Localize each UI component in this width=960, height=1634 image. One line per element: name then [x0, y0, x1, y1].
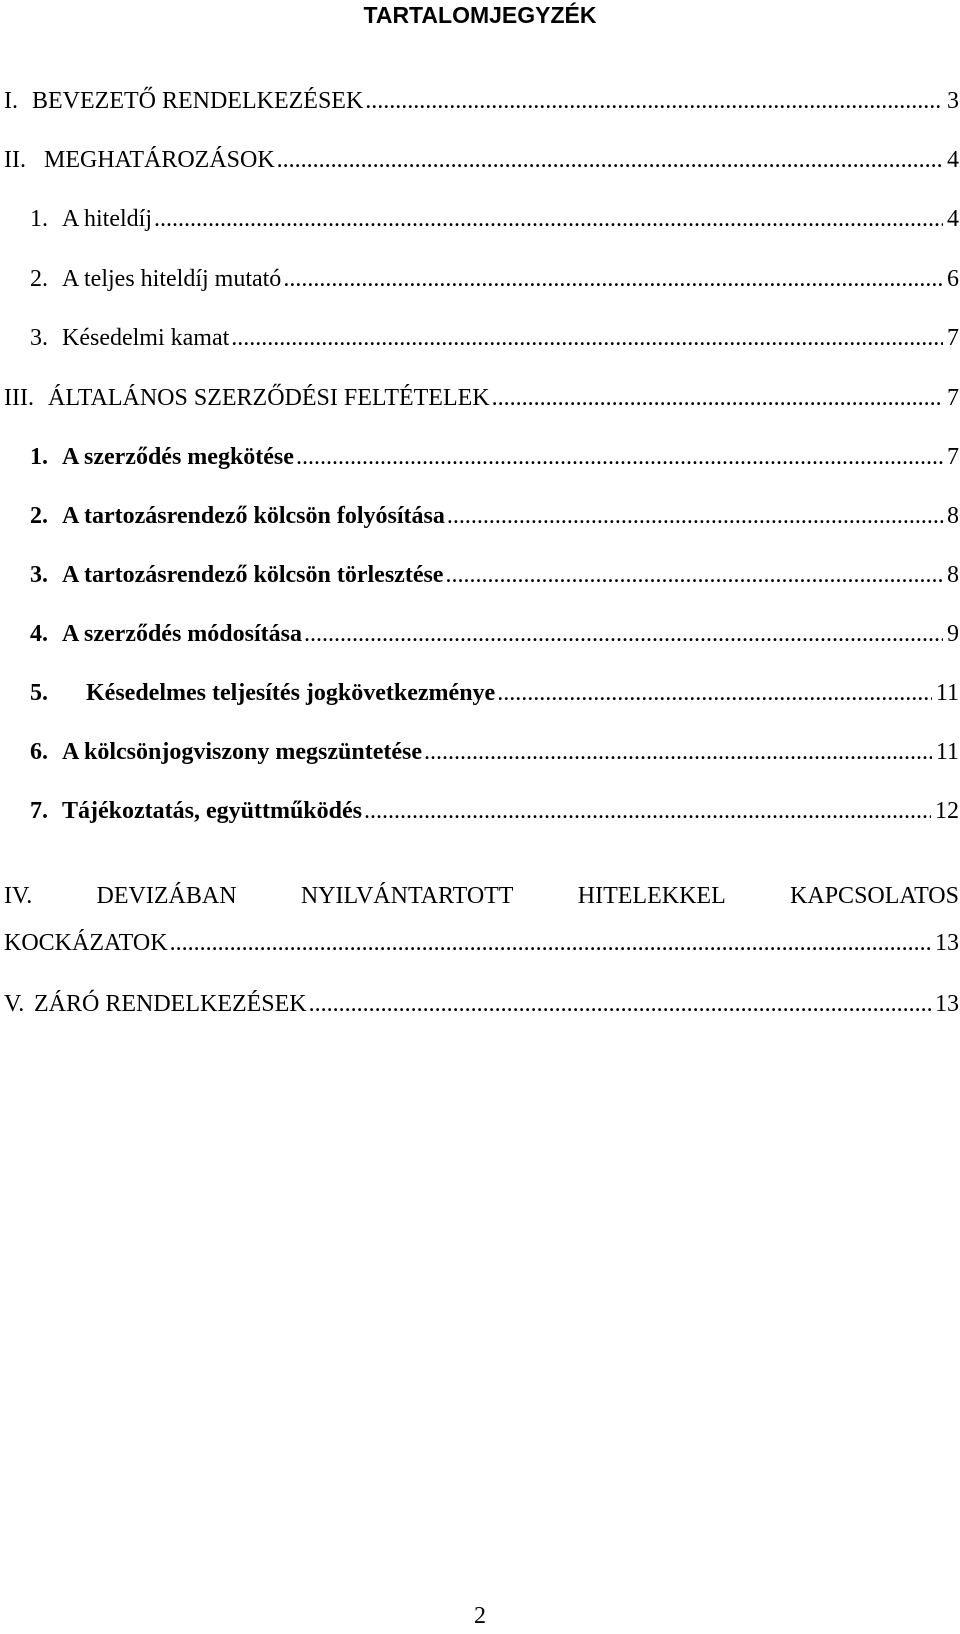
toc-entry-number: 5. — [30, 680, 48, 706]
toc-entry-iii-2[interactable] — [30, 500, 959, 532]
toc-entry-number: III. — [4, 385, 34, 411]
toc-entry-number: 2. — [30, 266, 48, 292]
toc-entry-page: 12 — [935, 798, 959, 824]
toc-leader-dots — [364, 795, 931, 827]
toc-entry-label-word: NYILVÁNTARTOTT — [300, 883, 514, 909]
toc-entry-page: 8 — [947, 503, 959, 529]
toc-entry-label-word: DEVIZÁBAN — [96, 883, 237, 909]
toc-entry-label: ÁLTALÁNOS SZERZŐDÉSI FELTÉTELEK — [48, 385, 490, 411]
toc-leader-dots — [447, 500, 943, 532]
toc-entry-label: A hiteldíj — [62, 206, 152, 232]
toc-entry-label: A tartozásrendező kölcsön törlesztése — [62, 562, 444, 588]
toc-entry-page: 7 — [947, 325, 959, 351]
toc-leader-dots — [283, 263, 943, 295]
toc-entry-page: 7 — [947, 444, 959, 470]
toc-entry-number: 7. — [30, 798, 48, 824]
toc-entry-number: V. — [4, 991, 25, 1017]
toc-entry-number: 3. — [30, 325, 48, 351]
toc-leader-dots — [365, 85, 943, 117]
toc-entry-iii-4[interactable] — [30, 618, 959, 650]
toc-leader-dots — [231, 322, 943, 354]
toc-leader-dots — [497, 677, 932, 709]
toc-entry-ii-2[interactable] — [30, 263, 959, 295]
toc-entry-number: 1. — [30, 444, 48, 470]
toc-entry-page: 4 — [947, 206, 959, 232]
toc-entry-page: 3 — [947, 88, 959, 114]
toc-leader-dots — [445, 559, 943, 591]
toc-leader-dots — [309, 988, 931, 1020]
toc-entry-i[interactable] — [4, 85, 959, 117]
toc-entry-number: 3. — [30, 562, 48, 588]
toc-entry-iii-6[interactable] — [30, 736, 959, 768]
toc-entry-page: 13 — [935, 991, 959, 1017]
toc-entry-label: Késedelmes teljesítés jogkövetkezménye — [86, 680, 496, 706]
toc-entry-number: 2. — [30, 503, 48, 529]
toc-entry-number: 4. — [30, 621, 48, 647]
toc-entry-number: I. — [4, 88, 18, 114]
toc-entry-ii-1[interactable] — [30, 203, 959, 235]
toc-entry-label: BEVEZETŐ RENDELKEZÉSEK — [32, 88, 364, 114]
toc-entry-page: 11 — [935, 739, 959, 765]
toc-entry-label: A tartozásrendező kölcsön folyósítása — [62, 503, 445, 529]
toc-title: TARTALOMJEGYZÉK — [363, 2, 597, 28]
toc-leader-dots — [154, 203, 943, 235]
toc-entry-page: 13 — [935, 930, 959, 956]
toc-entry-label: A teljes hiteldíj mutató — [62, 266, 282, 292]
toc-leader-dots — [170, 927, 931, 959]
toc-entry-iii-3[interactable] — [30, 559, 959, 591]
toc-entry-iii-7[interactable] — [30, 795, 959, 827]
toc-entry-iii[interactable] — [4, 382, 959, 414]
toc-entry-label-word: KAPCSOLATOS — [790, 883, 959, 909]
toc-entry-label: Késedelmi kamat — [62, 325, 230, 351]
toc-entry-iv-line2[interactable] — [4, 927, 959, 959]
toc-entry-number: IV. — [4, 883, 33, 909]
toc-entry-iii-1[interactable] — [30, 441, 959, 473]
toc-entry-iv-line1[interactable] — [4, 880, 959, 912]
toc-entry-page: 7 — [947, 385, 959, 411]
toc-entry-label-word: HITELEKKEL — [577, 883, 726, 909]
toc-entry-label: MEGHATÁROZÁSOK — [44, 147, 275, 173]
toc-entry-iii-5[interactable] — [30, 677, 959, 709]
toc-entry-page: 6 — [947, 266, 959, 292]
toc-entry-ii-3[interactable] — [30, 322, 959, 354]
page-number: 2 — [474, 1603, 486, 1629]
toc-entry-page: 11 — [935, 680, 959, 706]
toc-entry-label: Tájékoztatás, együttműködés — [62, 798, 362, 824]
toc-leader-dots — [277, 144, 943, 176]
toc-entry-number: 6. — [30, 739, 48, 765]
toc-entry-label: A szerződés módosítása — [62, 621, 302, 647]
toc-entry-label: KOCKÁZATOK — [4, 930, 168, 956]
toc-entry-page: 9 — [947, 621, 959, 647]
toc-entry-page: 8 — [947, 562, 959, 588]
toc-leader-dots — [304, 618, 943, 650]
toc-entry-label: A szerződés megkötése — [62, 444, 294, 470]
toc-entry-page: 4 — [947, 147, 959, 173]
toc-entry-ii[interactable] — [4, 144, 959, 176]
toc-entry-label: ZÁRÓ RENDELKEZÉSEK — [34, 991, 307, 1017]
toc-entry-label: A kölcsönjogviszony megszüntetése — [62, 739, 422, 765]
toc-entry-v[interactable] — [4, 988, 959, 1020]
toc-entry-number: 1. — [30, 206, 48, 232]
toc-leader-dots — [424, 736, 932, 768]
toc-entry-number: II. — [4, 147, 26, 173]
toc-leader-dots — [492, 382, 943, 414]
toc-leader-dots — [296, 441, 943, 473]
